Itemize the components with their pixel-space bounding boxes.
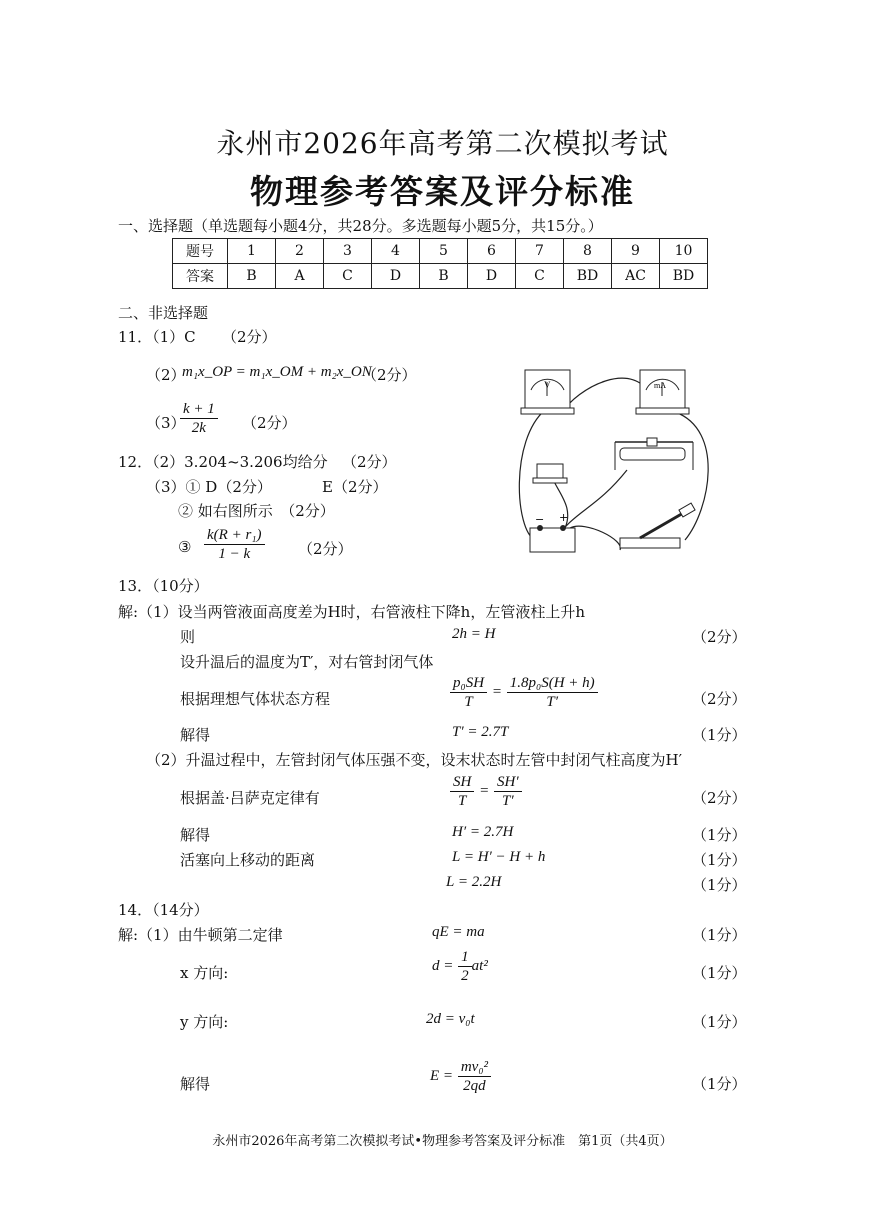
rheostat [615,438,693,470]
q13-line9-equation: L = H′ − H + h [452,849,546,865]
battery-minus: − [535,513,545,526]
resistor [533,464,567,483]
table-cell: BD [564,264,612,289]
q14-line1: 解:（1）由牛顿第二定律 [118,926,283,944]
fraction-denominator: T [458,793,467,809]
fraction-numerator: SH′ [494,773,522,792]
q13-heading: 13．（10分） [118,577,209,595]
voltmeter-label: V [544,380,551,390]
q13-line4: 根据理想气体状态方程 [180,690,331,708]
fraction-numerator: k(R + r₁) [204,526,265,545]
table-cell: 8 [564,239,612,264]
q13-line7: 根据盖·吕萨克定律有 [180,789,320,807]
q13-line4-score: （2分） [692,690,747,708]
table-cell: 6 [468,239,516,264]
q11-part3-score: （2分） [242,414,297,432]
table-row-label: 答案 [173,264,228,289]
fraction-denominator: 2qd [463,1078,486,1094]
q12-part3-d-fraction [204,526,265,563]
q14-heading: 14．（14分） [118,901,209,919]
q13-line2-equation: 2h = H [452,626,496,642]
q14-line3: y 方向: [180,1013,229,1031]
q14-line1-equation: qE = ma [432,924,485,940]
fraction-numerator: p₀SH [450,674,487,693]
table-cell: 1 [228,239,276,264]
q11-part3-fraction [180,400,218,437]
equals-sign: = [479,783,490,799]
voltmeter [521,370,574,414]
wire [675,412,708,540]
circuit-diagram [515,360,725,560]
q14-line2: x 方向: [180,964,229,982]
q13-line1: 解:（1）设当两管液面高度差为H时，右管液柱下降h，左管液柱上升h [118,603,586,621]
wire [570,526,620,550]
table-cell: 4 [372,239,420,264]
fraction-denominator: T′ [502,793,514,809]
fraction-denominator: 1 − k [218,546,251,562]
equation-lhs: d = [432,958,454,974]
q13-line10-equation: L = 2.2H [446,874,502,890]
table-cell: BD [660,264,708,289]
fraction-denominator: T′ [546,694,559,710]
fraction-numerator: k + 1 [180,400,218,419]
q13-line5: 解得 [180,726,211,744]
fraction-denominator: T [464,694,473,710]
q13-line5-score: （1分） [692,726,747,744]
q13-line7-score: （2分） [692,789,747,807]
equals-sign: = [491,684,502,700]
q13-line5-equation: T′ = 2.7T [452,724,509,740]
fraction-numerator: 1.8p₀S(H + h) [507,674,598,693]
q14-line2-score: （1分） [692,964,747,982]
table-cell: AC [612,264,660,289]
q14-line1-score: （1分） [692,926,747,944]
table-cell: D [372,264,420,289]
q12-part3-d-score: （2分） [298,540,353,558]
milliammeter [636,370,689,414]
table-row-label: 题号 [173,239,228,264]
fraction-denominator: 2 [461,968,469,984]
q13-line2: 则 [180,628,196,646]
q12-part3-a: （3）① D（2分） [146,478,272,496]
milliammeter-label: mA [654,381,666,390]
table-cell: 10 [660,239,708,264]
switch [620,503,695,548]
q11-part1-score: （2分） [222,328,277,346]
q13-line3: 设升温后的温度为T′，对右管封闭气体 [180,653,434,671]
fraction-numerator: mv₀² [458,1058,491,1077]
q14-line3-equation: 2d = v₀t [426,1011,475,1027]
q13-line9-score: （1分） [692,851,747,869]
q14-line3-score: （1分） [692,1013,747,1031]
q11-part1: 11．（1）C [118,328,196,346]
q13-line9: 活塞向上移动的距离 [180,851,316,869]
table-cell: 3 [324,239,372,264]
q12-part3-c: ② 如右图所示 （2分） [178,502,335,520]
q13-line8-equation: H′ = 2.7H [452,824,514,840]
table-cell: C [324,264,372,289]
q13-line7-equation [450,773,522,810]
answer-table [172,238,708,289]
fraction-numerator: 1 [458,948,472,967]
table-row-answers [173,264,708,289]
q12-part2: 12．（2）3.204~3.206均给分 [118,453,328,471]
q14-line4-equation [430,1058,491,1095]
q13-line2-score: （2分） [692,628,747,646]
q13-line4-equation [450,674,598,711]
exam-title: 永州市2026年高考第二次模拟考试 [216,127,669,160]
section1-heading: 一、选择题（单选题每小题4分，共28分。多选题每小题5分，共15分。） [118,217,603,235]
table-cell: 5 [420,239,468,264]
q13-line6: （2）升温过程中，左管封闭气体压强不变，设末状态时左管中封闭气柱高度为H′ [146,751,683,769]
q11-part3-label: （3） [146,414,186,432]
table-cell: D [468,264,516,289]
equation-rhs: at² [471,958,488,974]
fraction-numerator: SH [450,773,474,792]
table-cell: A [276,264,324,289]
section2-heading: 二、非选择题 [118,304,209,322]
q11-part2-label: （2） [146,366,186,384]
table-cell: B [420,264,468,289]
q13-line10-score: （1分） [692,876,747,894]
q13-line8: 解得 [180,826,211,844]
page-footer: 永州市2026年高考第二次模拟考试•物理参考答案及评分标准 第1页（共4页） [212,1134,673,1149]
table-cell: B [228,264,276,289]
table-cell: C [516,264,564,289]
q12-part2-score: （2分） [342,453,397,471]
q13-line8-score: （1分） [692,826,747,844]
table-cell: 2 [276,239,324,264]
fraction-denominator: 2k [191,420,206,436]
q14-line4-score: （1分） [692,1075,747,1093]
q14-line2-equation [432,948,488,985]
table-row-numbers [173,239,708,264]
battery-plus: + [559,511,569,524]
document-title: 物理参考答案及评分标准 [250,172,635,211]
equation-lhs: E = [430,1068,454,1084]
table-cell: 7 [516,239,564,264]
q12-part3-d-label: ③ [178,538,192,556]
q11-part2-score: （2分） [362,366,417,384]
table-cell: 9 [612,239,660,264]
q12-part3-b: E（2分） [322,478,388,496]
q14-line4: 解得 [180,1075,211,1093]
q11-part2-formula: m₁x_OP = m₁x_OM + m₂x_ON [182,364,372,380]
